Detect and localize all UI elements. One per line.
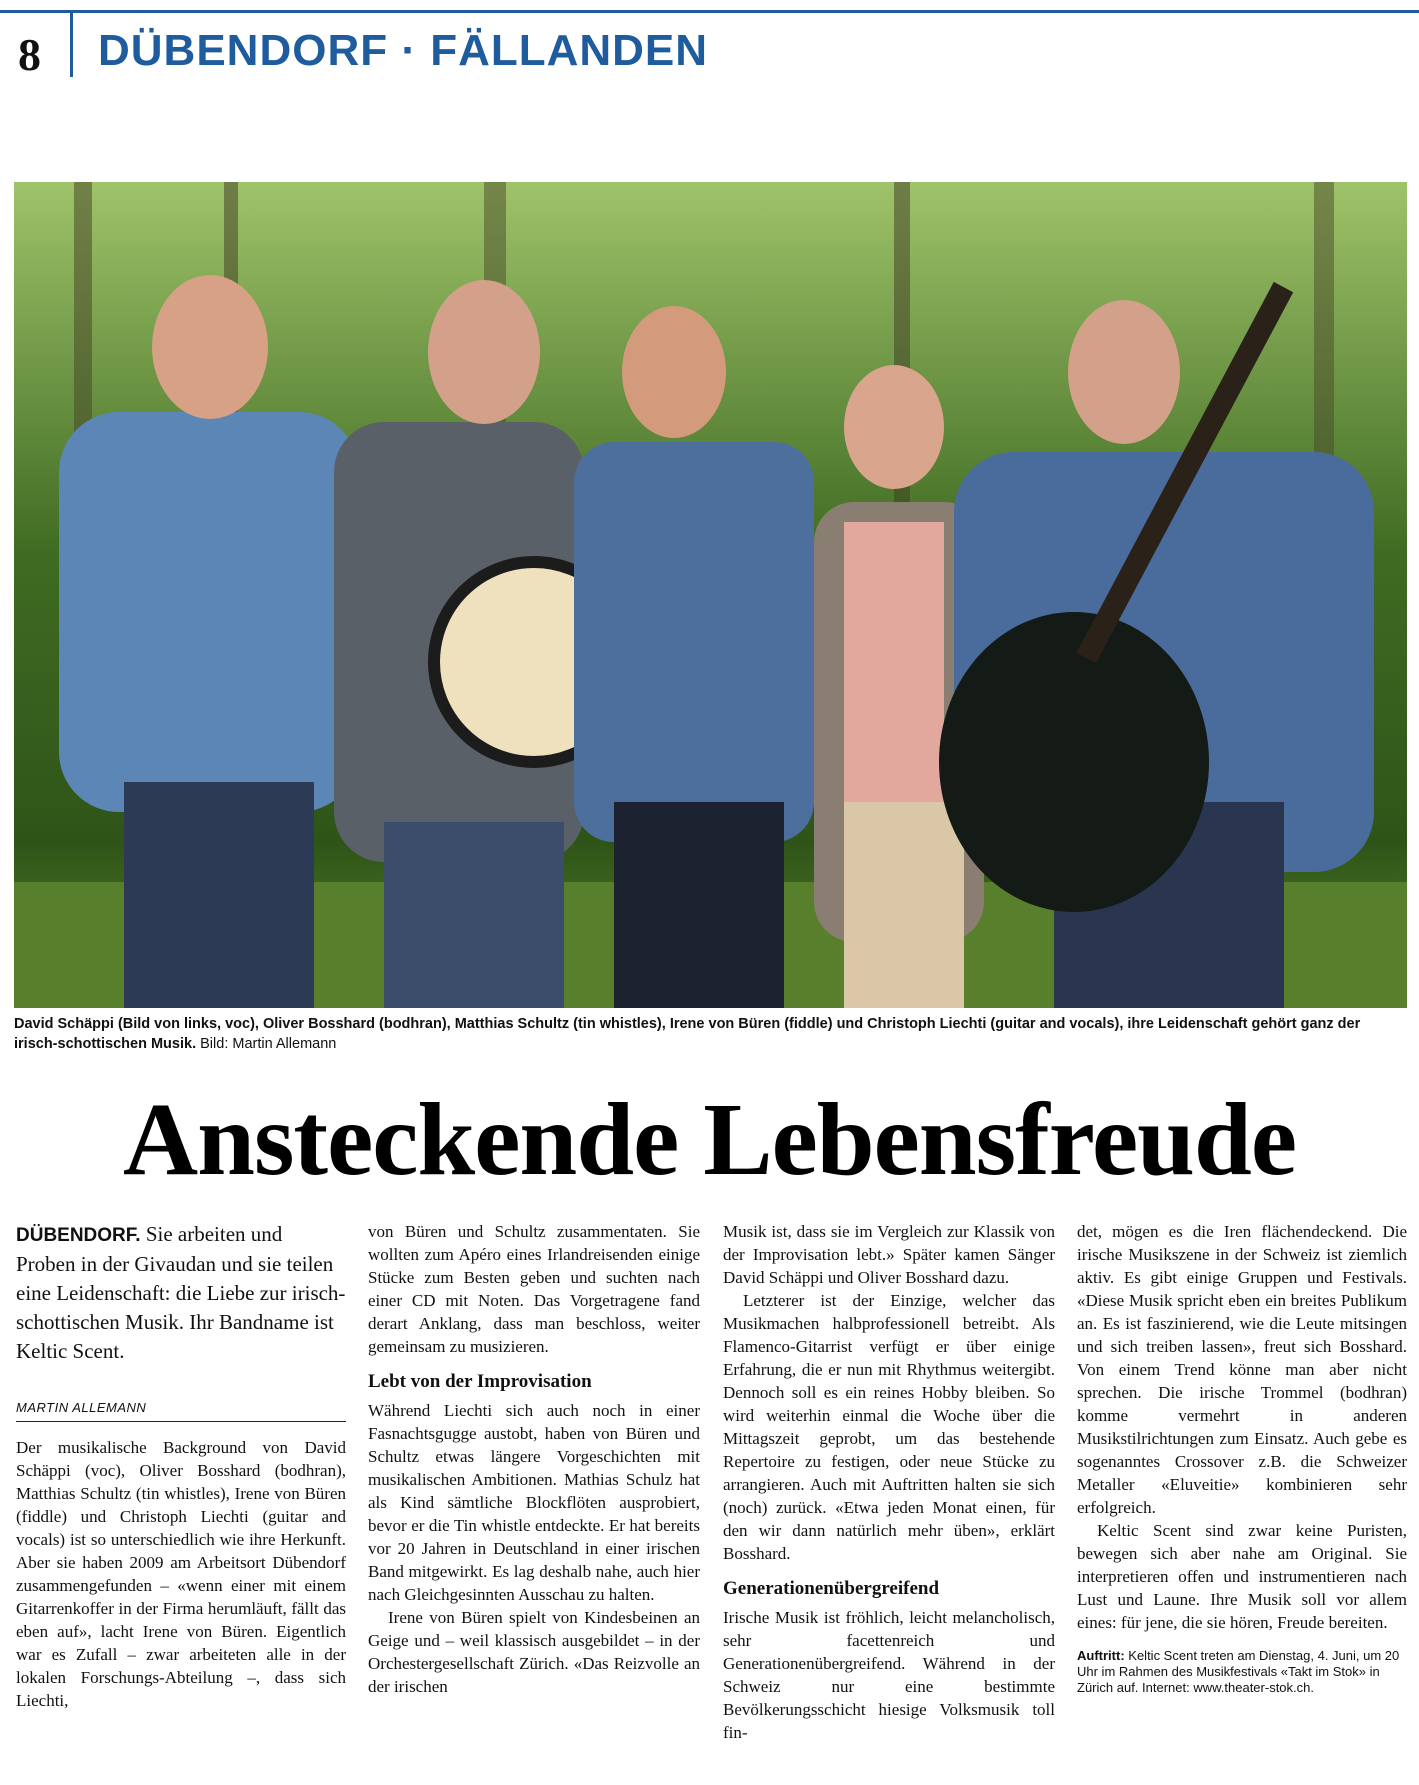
article-column-1 xyxy=(16,1220,346,1712)
paragraph: Während Liechti sich auch noch in einer Fasnachtsgugge austobt, haben von Büren und Schultz etwas längere Vorgeschichten mit musikalischen Ambitionen. Mathias Schulz hat als Kind sämtliche Blockflöten ausprobiert, bevor er die Tin whistle entdeckte. Er hat bereits vor 20 Jahren in Deutschland in einer irischen Band mitgewirkt. Es lag deshalb nahe, auch hier nach Gleichgesinnten Ausschau zu halten. xyxy=(368,1401,700,1604)
event-info xyxy=(1077,1648,1407,1696)
paragraph: Musik ist, dass sie im Vergleich zur Klassik von der Improvisation lebt.» Später kamen Sänger David Schäppi und Oliver Bosshard dazu. xyxy=(723,1222,1055,1287)
paragraph: Letzterer ist der Einzige, welcher das Musikmachen halbprofessionell betreibt. Als Flamenco-Gitarrist verfügt er über einige Erfahrung, die er nun mit Rhythmus weitergibt. Dennoch soll es ein reines Hobby bleiben. So wird weiterhin einmal die Woche über die Mittagszeit geprobt, um das bestehende Repertoire zu festigen, oder neue Stücke zu arrangieren. Auch mit Auftritten halten sie sich (noch) zurück. «Etwa jeden Monat einen, für den wir dann natürlich mehr üben», erklärt Bosshard. xyxy=(723,1291,1055,1563)
info-label: Auftritt: xyxy=(1077,1648,1125,1663)
article-column-4 xyxy=(1077,1220,1407,1696)
author-byline: MARTIN ALLEMANN xyxy=(16,1396,346,1422)
subheading: Lebt von der Improvisation xyxy=(368,1371,592,1392)
paragraph: Irene von Büren spielt von Kindesbeinen an Geige und – weil klassisch ausgebildet – in der Orchestergesellschaft Zürich. «Das Reizvolle an der irischen xyxy=(368,1608,700,1696)
article-column-2 xyxy=(368,1220,700,1698)
paragraph: Irische Musik ist fröhlich, leicht melancholisch, sehr facettenreich und Generationenübergreifend. Während in der Schweiz nur eine bestimmte Bevölkerungsschicht hiesige Volksmusik toll fin- xyxy=(723,1608,1055,1742)
photo-caption xyxy=(14,1014,1407,1054)
paragraph: von Büren und Schultz zusammentaten. Sie wollten zum Apéro eines Irlandreisenden einige Stücke zum Besten geben und suchten nach einer CD mit Noten. Das Vorgetragene fand derart Anklang, dass man beschloss, weiter gemeinsam zu musizieren. xyxy=(368,1222,700,1356)
info-text: Keltic Scent treten am Dienstag, 4. Juni, um 20 Uhr im Rahmen des Musikfestivals «Takt im Stok» in Zürich auf. Internet: www.theater-stok.ch. xyxy=(1077,1648,1400,1695)
subheading: Generationenübergreifend xyxy=(723,1578,940,1599)
headline: Ansteckende Lebensfreude xyxy=(123,1082,1296,1197)
article-column-3 xyxy=(723,1220,1055,1744)
paragraph: Der musikalische Background von David Schäppi (voc), Oliver Bosshard (bodhran), Matthias Schultz (tin whistles), Irene von Büren (fiddle) und Christoph Liechti (guitar and vocals) ist so unterschiedlich wie ihre Herkunft. Aber sie haben 2009 am Arbeitsort Dübendorf zusammengefunden – «wenn einer mit einem Gitarrenkoffer in der Firma herumläuft, fällt das eben auf», lacht Irene von Büren. Eigentlich war es Zufall – zwar arbeiteten alle in der lokalen Forschungs-Abteilung –, dass sich Liechti, xyxy=(16,1438,346,1710)
caption-text: David Schäppi (Bild von links, voc), Oliver Bosshard (bodhran), Matthias Schultz (tin whistles), Irene von Büren (fiddle) und Christoph Liechti (guitar and vocals), ihre Leidenschaft gehört ganz der irisch-schottischen Musik. xyxy=(14,1016,1361,1052)
lead-text: Sie arbeiten und Proben in der Givaudan und sie teilen eine Leidenschaft: die Liebe zur irisch-schottischen Musik. Ihr Bandname ist Keltic Scent. xyxy=(16,1222,346,1363)
header-rule xyxy=(0,10,1419,13)
paragraph: Keltic Scent sind zwar keine Puristen, bewegen sich aber nahe am Original. Sie interpretieren offen und instrumentieren nach Lust und Laune. Ihre Musik soll vor allem eines: für jene, die sie hören, Freude bereiten. xyxy=(1077,1521,1407,1632)
photo-credit: Bild: Martin Allemann xyxy=(200,1036,337,1052)
article-lead xyxy=(16,1220,346,1366)
paragraph: det, mögen es die Iren flächendeckend. Die irische Musikszene in der Schweiz ist ziemlich aktiv. Es gibt einige Gruppen und Festivals. «Diese Musik spricht eben ein breites Publikum an. Es ist faszinierend, wie die Leute mitsingen und sich treiben lassen», freut sich Bosshard. Von einem Trend könne man aber nicht sprechen. Die irische Trommel (bodhran) komme vermehrt in anderen Musikstilrichtungen zum Einsatz. Auch gebe es sogenanntes Crossover z.B. die Schweizer Metaller «Eluveitie» kombinieren sehr erfolgreich. xyxy=(1077,1222,1407,1517)
header-divider xyxy=(70,13,73,77)
page-number: 8 xyxy=(18,29,41,80)
band-photo xyxy=(14,182,1407,1008)
dateline: DÜBENDORF. xyxy=(16,1225,141,1246)
section-title: DÜBENDORF · FÄLLANDEN xyxy=(98,26,709,75)
